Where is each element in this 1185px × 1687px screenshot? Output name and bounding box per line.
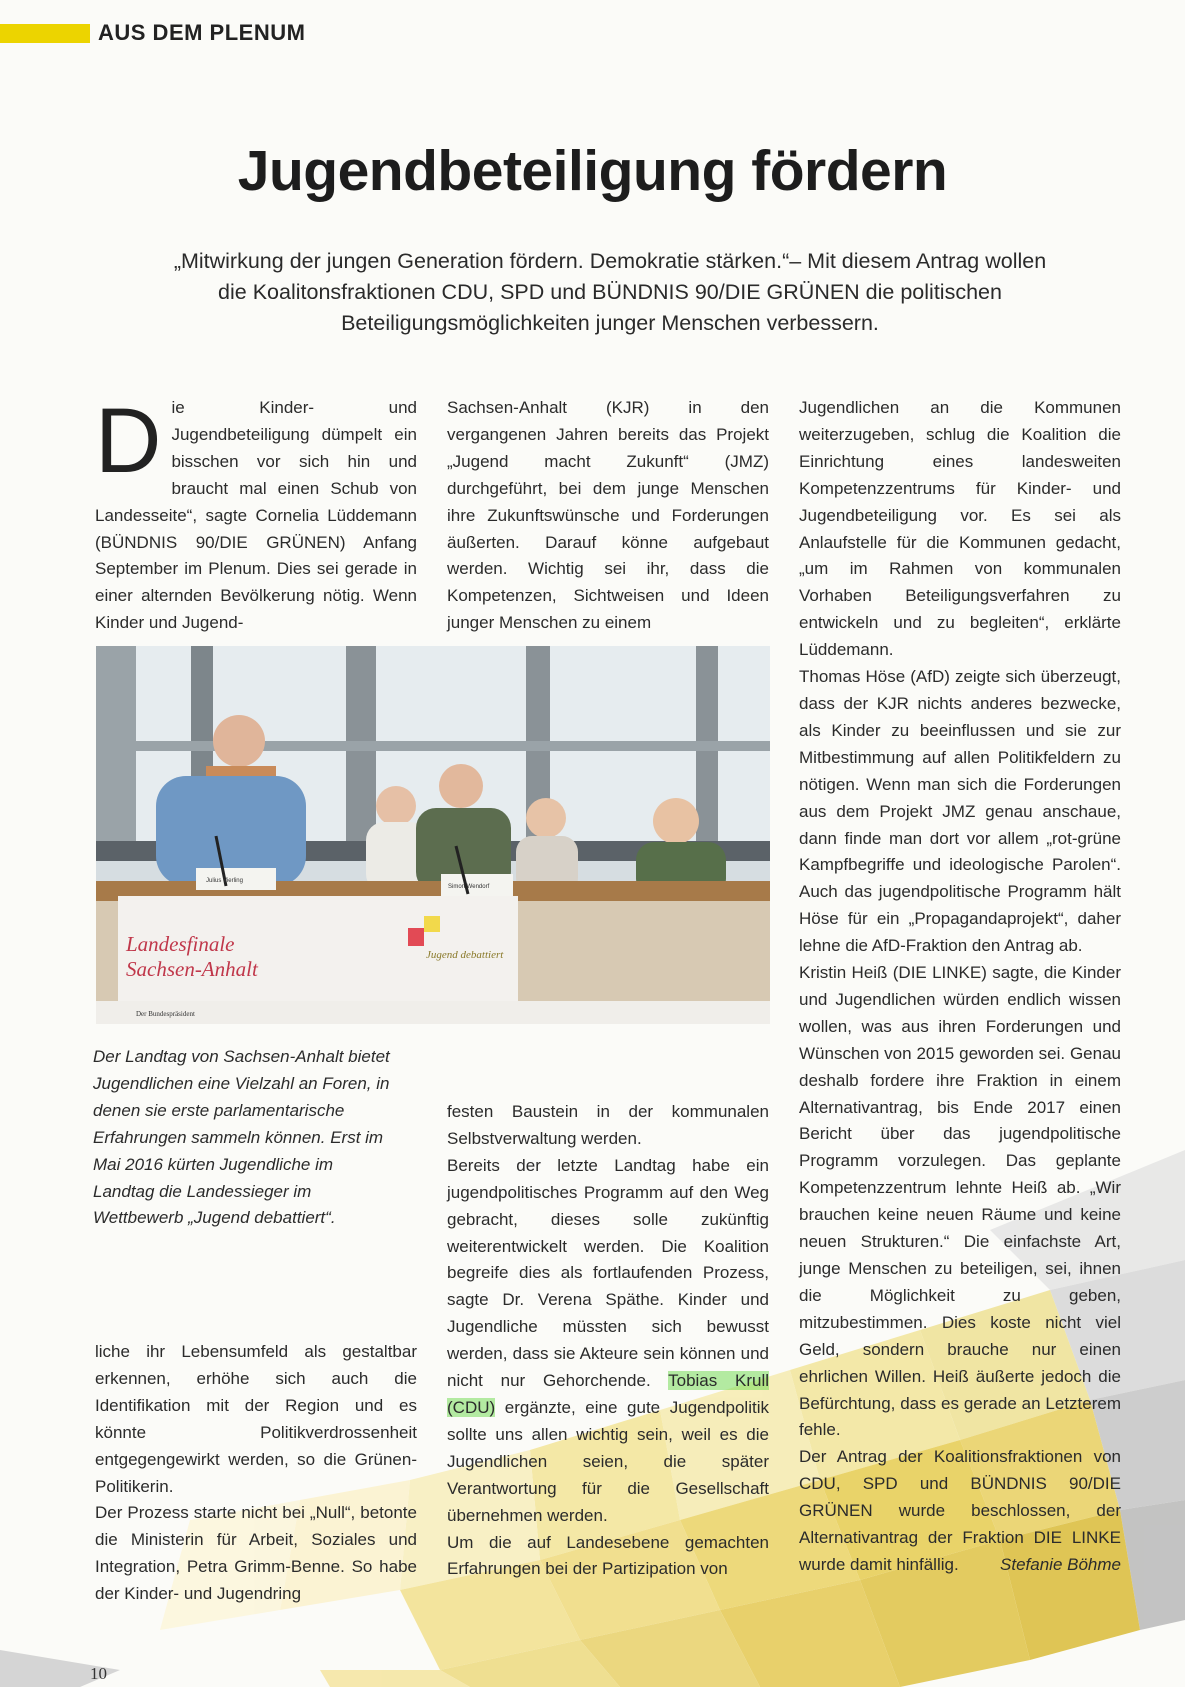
column-3 bbox=[799, 395, 1121, 1579]
article-photo bbox=[96, 646, 770, 1024]
col1-paragraph-1 bbox=[95, 390, 417, 637]
banner-text-line2: Sachsen-Anhalt bbox=[126, 957, 258, 981]
col3-p4-text: Der Antrag der Koalitionsfraktionen von CDU, SPD und BÜNDNIS 90/DIE GRÜNEN wurde beschlossen, der Alternativantrag der Fraktion DIE LINKE wurde damit hinfällig. bbox=[799, 1447, 1121, 1574]
col2-paragraph-2: festen Baustein in der kommunalen Selbstverwaltung werden. bbox=[447, 1102, 769, 1148]
banner-logo-text: Jugend debattiert bbox=[426, 949, 504, 961]
col2-p3-text: Bereits der letzte Landtag habe ein jugendpolitisches Programm auf den Weg gebracht, dieses solle zukünftig weiterentwickelt werden. Die Koalition begreife dies als fortlaufenden Prozess, sagte Dr. Verena Späthe. Kinder und Jugendliche müssten sich bewusst werden, dass sie Akteure sein können und nicht nur Gehorchende. bbox=[447, 1155, 769, 1391]
col2-p3-after-text: ergänzte, eine gute Jugendpolitik sollte uns allen wichtig sein, weil es die Jugendlichen seien, die später Verantwortung für die Gesellschaft übernehmen werden. bbox=[447, 1397, 769, 1525]
col2-paragraph-4: Um die auf Landesebene gemachten Erfahrungen bei der Partizipation von bbox=[447, 1532, 769, 1579]
drop-cap: D bbox=[95, 390, 162, 492]
column-1-top bbox=[95, 390, 417, 637]
nameplate-2: Simon Wendorf bbox=[448, 884, 490, 890]
column-2-top bbox=[447, 395, 769, 637]
nameplate-1: Julius Vierling bbox=[206, 878, 243, 884]
column-1-bottom bbox=[95, 1339, 417, 1608]
col2-paragraph-3 bbox=[447, 1153, 769, 1530]
article-lead: „Mitwirkung der jungen Generation fördern. Demokratie stärken.“– Mit diesem Antrag wollen die Koalitonsfraktionen CDU, SPD und BÜNDNIS 90/DIE GRÜNEN die politischen Beteiligungsmöglichkeiten junger Menschen verbessern. bbox=[173, 249, 1047, 335]
section-label: AUS DEM PLENUM bbox=[98, 20, 306, 45]
page-number: 10 bbox=[90, 1664, 107, 1683]
photo-footer-text: Der Bundespräsident bbox=[136, 1010, 195, 1018]
section-accent-bar bbox=[0, 24, 90, 43]
article-headline: Jugendbeteiligung fördern bbox=[237, 139, 948, 203]
col1-paragraph-3: Der Prozess starte nicht bei „Null“, betonte die Ministerin für Arbeit, Soziales und Integration, Petra Grimm-Benne. So habe der Kinder- und Jugendring bbox=[95, 1503, 417, 1604]
col3-paragraph-3: Kristin Heiß (DIE LINKE) sagte, die Kinder und Jugendlichen würden endlich wissen wollen, was aus ihren Forderungen und Wünschen von 2015 geworden sei. Genau deshalb fordere ihre Fraktion in einem Alternativantrag, bis Ende 2017 einen Bericht über das jugendpolitische Programm vorzulegen. Das geplante Kompetenzzentrum lehnte Heiß ab. „Wir brauchen keine neuen Räume und keine neuen Strukturen.“ Die einfachste Art, junge Menschen zu beteiligen, sei, ihnen die Möglichkeit zu geben, mitzubestimmen. Dies koste nicht viel Geld, sondern brauche nur einen ehrlichen Willen. Heiß äußerte jedoch die Befürchtung, dass es gerade an Letzterem fehle. bbox=[799, 963, 1121, 1440]
col1-paragraph-2: liche ihr Lebensumfeld als gestaltbar erkennen, erhöhe sich auch die Identifikation mit der Region und es könnte Politikverdrossenheit entgegengewirkt werden, so die Grünen-Politikerin. bbox=[95, 1342, 417, 1496]
col2-paragraph-1: Sachsen-Anhalt (KJR) in den vergangenen Jahren bereits das Projekt „Jugend macht Zukunft“ (JMZ) durchgeführt, bei dem junge Menschen ihre Zukunftswünsche und Forderungen äußerten. Darauf könne aufgebaut werden. Wichtig sei ihr, dass die Kompetenzen, Sichtweisen und Ideen junger Menschen zu einem bbox=[447, 398, 769, 633]
col3-paragraph-2: Thomas Höse (AfD) zeigte sich überzeugt, dass der KJR nichts anderes bezwecke, als Kinder zu beeinflussen und sie zur Mitbestimmung auf allen Politikfeldern zu nötigen. Wenn man sich die Forderungen aus dem Projekt JMZ genau anschaue, dann finde man dort vor allem „rot-grüne Kampfbegriffe und ideologische Parolen“. Auch das jugendpolitische Programm hält Höse für ein „Propagandaprojekt“, daher lehne die AfD-Fraktion den Antrag ab. bbox=[799, 667, 1121, 956]
col3-paragraph-4 bbox=[799, 1444, 1121, 1579]
col1-p1-text: ie Kinder- und Jugendbeteiligung dümpelt ein bisschen vor sich hin und braucht mal einen Schub von Landesseite“, sagte Cornelia Lüddemann (BÜNDNIS 90/DIE GRÜNEN) Anfang September im Plenum. Dies sei gerade in einer alternden Bevölkerung nötig. Wenn Kinder und Jugend- bbox=[95, 398, 417, 633]
banner-text-line1: Landesfinale bbox=[126, 932, 235, 956]
col3-paragraph-1: Jugendlichen an die Kommunen weiterzugeben, schlug die Koalition die Einrichtung eines landesweiten Kompetenzzentrums für Kinder- und Jugendbeteiligung vor. Es sei als Anlaufstelle für die Kommunen gedacht, „um im Rahmen von kommunalen Vorhaben Beteiligungsverfahren zu entwickeln und zu begleiten“, erklärte Lüddemann. bbox=[799, 398, 1121, 660]
column-2-bottom bbox=[447, 1099, 769, 1583]
highlighted-name: Tobias Krull (CDU) bbox=[447, 1371, 770, 1417]
photo-illustration bbox=[96, 646, 770, 1024]
photo-caption: Der Landtag von Sachsen-Anhalt bietet Jugendlichen eine Vielzahl an Foren, in denen sie erste parlamentarische Erfahrungen sammeln können. Erst im Mai 2016 kürten Jugendliche im Landtag die Landessieger im Wettbewerb „Jugend debattiert“. bbox=[93, 1047, 390, 1228]
article-author: Stefanie Böhme bbox=[1000, 1554, 1121, 1574]
